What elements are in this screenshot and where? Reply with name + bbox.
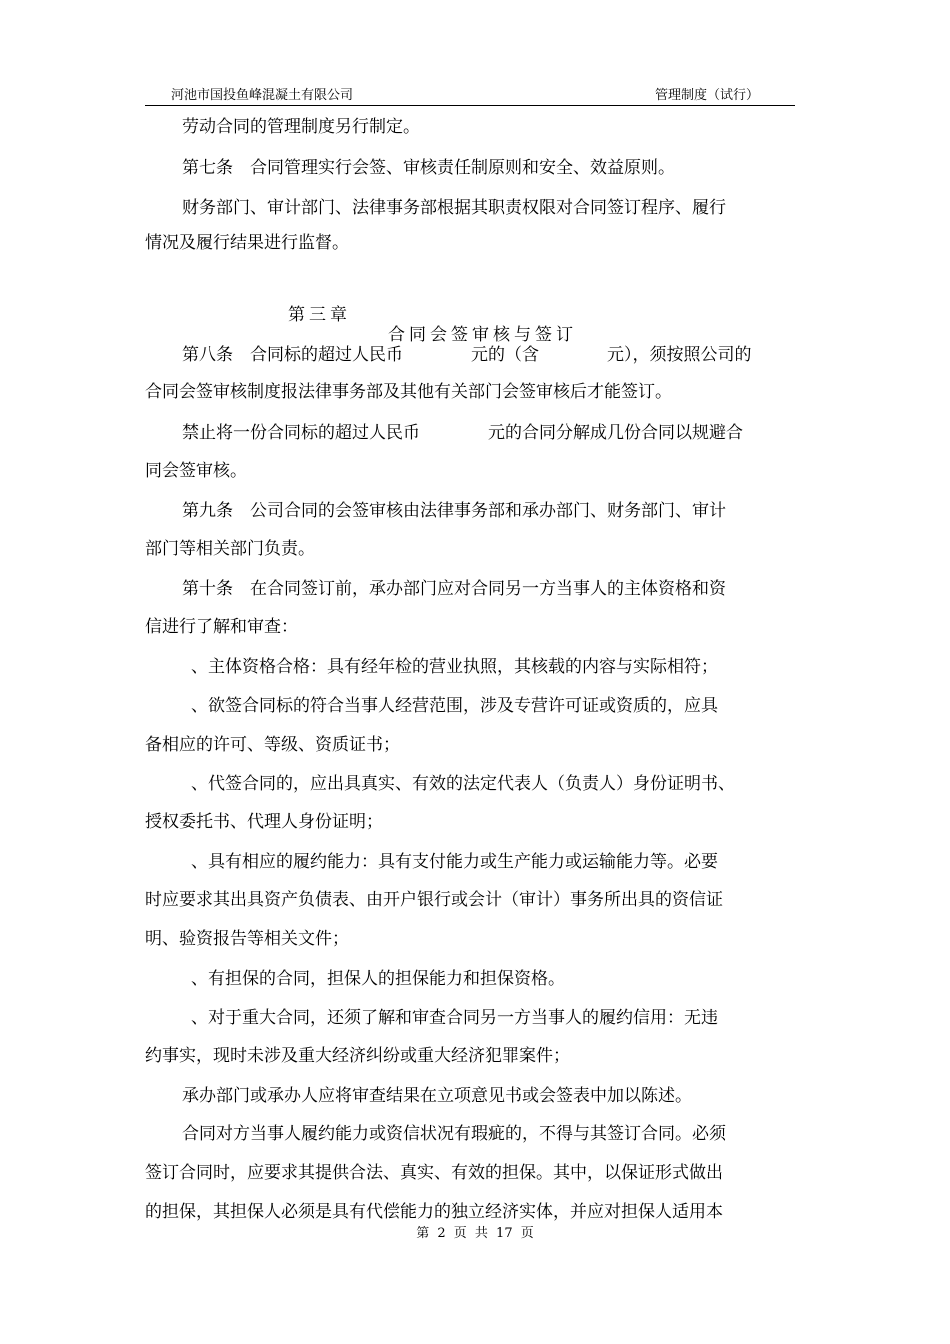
text-line: 第八条 合同标的超过人民币 元的（含 元），须按照公司的	[182, 345, 752, 365]
text-line: 合同对方当事人履约能力或资信状况有瑕疵的，不得与其签订合同。必须	[182, 1124, 726, 1144]
text-line: 禁止将一份合同标的超过人民币 元的合同分解成几份合同以规避合	[182, 423, 743, 443]
text-line: 、代签合同的，应出具真实、有效的法定代表人（负责人）身份证明书、	[191, 774, 735, 794]
text-line: 时应要求其出具资产负债表、由开户银行或会计（审计）事务所出具的资信证	[145, 890, 723, 910]
text-line: 备相应的许可、等级、资质证书；	[145, 735, 400, 755]
text-line: 明、验资报告等相关文件；	[145, 929, 349, 949]
text-line: 财务部门、审计部门、法律事务部根据其职责权限对合同签订程序、履行	[182, 198, 726, 218]
text-line: 劳动合同的管理制度另行制定。	[182, 117, 420, 137]
text-line: 合同会签审核制度报法律事务部及其他有关部门会签审核后才能签订。	[145, 382, 672, 402]
text-line: 情况及履行结果进行监督。	[145, 233, 349, 253]
text-line: 信进行了解和审查：	[145, 617, 298, 637]
text-line: 第九条 公司合同的会签审核由法律事务部和承办部门、财务部门、审计	[182, 501, 726, 521]
page-footer	[0, 1225, 950, 1243]
section-number: 第三章	[288, 305, 351, 325]
text-line: 、有担保的合同，担保人的担保能力和担保资格。	[191, 969, 565, 989]
section-title: 合同会签审核与签订	[388, 325, 577, 345]
text-line: 授权委托书、代理人身份证明；	[145, 812, 383, 832]
company-name: 河池市国投鱼峰混凝土有限公司	[171, 88, 354, 103]
text-line: 、主体资格合格：具有经年检的营业执照，其核载的内容与实际相符；	[191, 657, 718, 677]
page-number: 第 2 页 共 17 页	[416, 1226, 534, 1241]
text-line: 、欲签合同标的符合当事人经营范围，涉及专营许可证或资质的，应具	[191, 696, 718, 716]
text-line: 签订合同时，应要求其提供合法、真实、有效的担保。其中，以保证形式做出	[145, 1163, 723, 1183]
document-type: 管理制度（试行）	[655, 88, 760, 103]
text-line: 同会签审核。	[145, 461, 247, 481]
text-line: 、对于重大合同，还须了解和审查合同另一方当事人的履约信用：无违	[191, 1008, 718, 1028]
text-line: 承办部门或承办人应将审查结果在立项意见书或会签表中加以陈述。	[182, 1086, 692, 1106]
text-line: 部门等相关部门负责。	[145, 539, 315, 559]
text-line: 、具有相应的履约能力：具有支付能力或生产能力或运输能力等。必要	[191, 852, 718, 872]
text-line: 约事实，现时未涉及重大经济纠纷或重大经济犯罪案件；	[145, 1046, 570, 1066]
text-line: 的担保，其担保人必须是具有代偿能力的独立经济实体，并应对担保人适用本	[145, 1202, 723, 1222]
page-header	[145, 86, 795, 106]
text-line: 第十条 在合同签订前，承办部门应对合同另一方当事人的主体资格和资	[182, 579, 726, 599]
text-line: 第七条 合同管理实行会签、审核责任制原则和安全、效益原则。	[182, 158, 675, 178]
